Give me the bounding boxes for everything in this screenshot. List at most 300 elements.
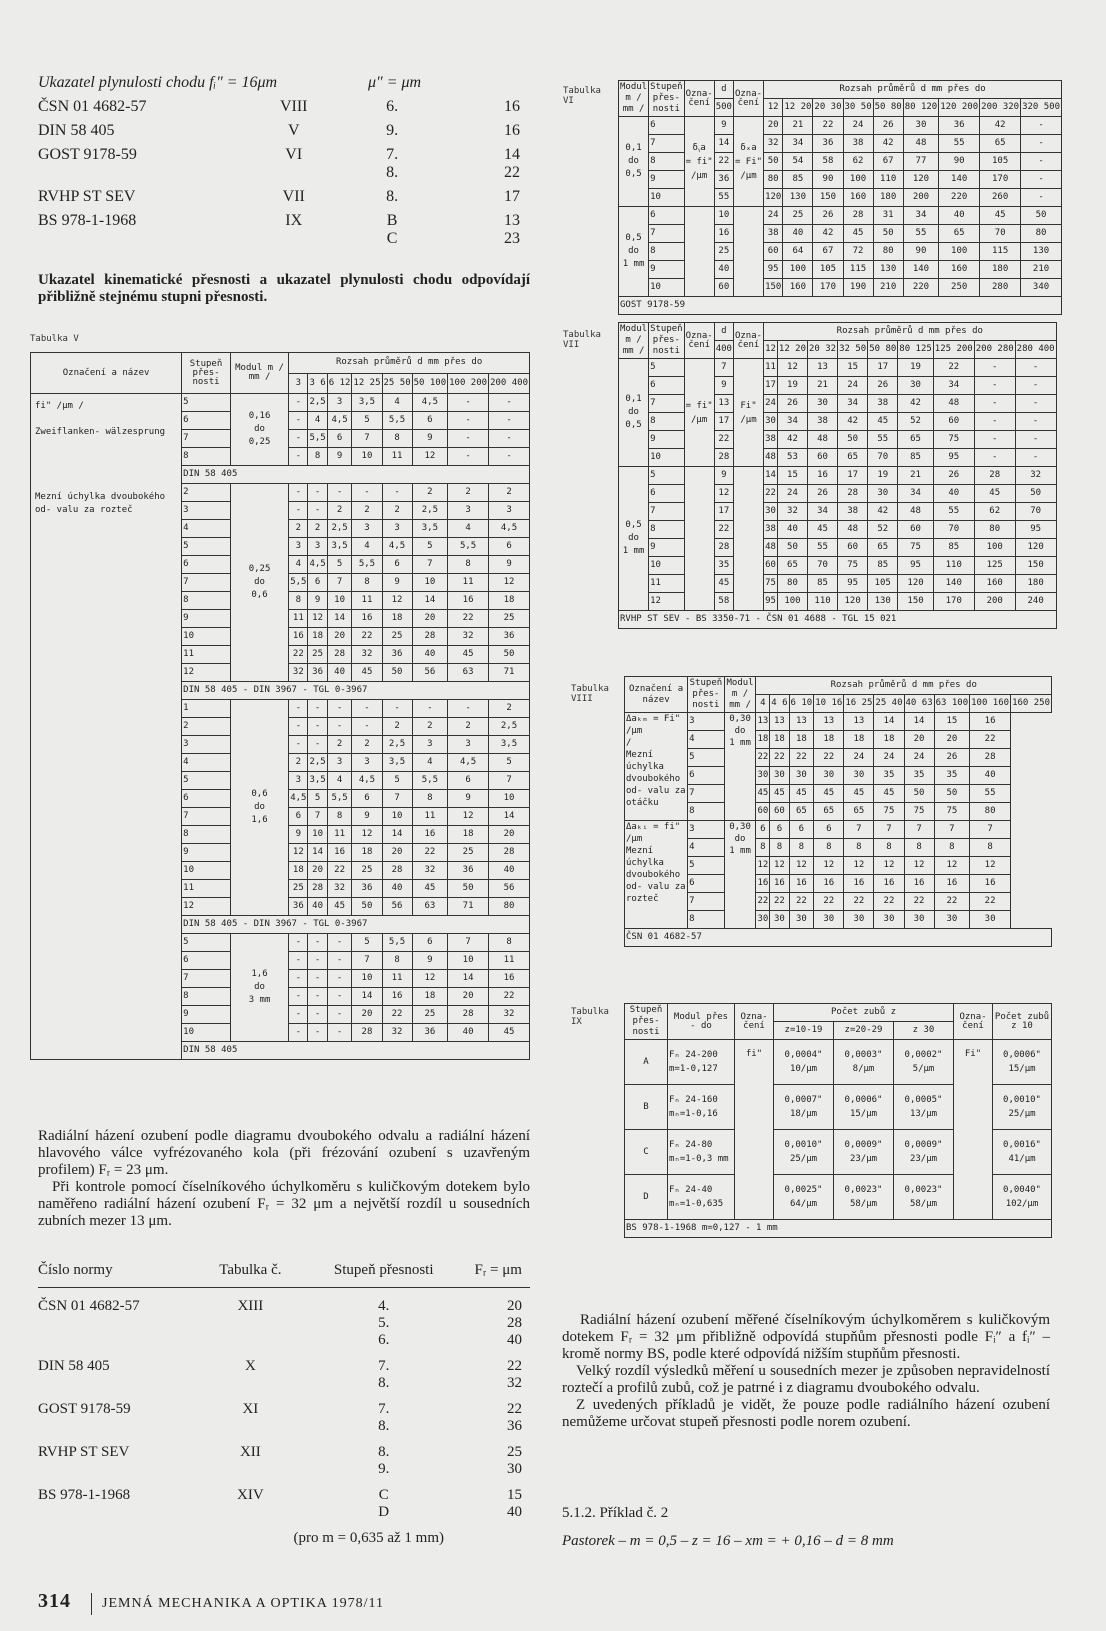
table-cell: 50	[382, 664, 412, 682]
table-cell: Počet zubů z 10	[993, 1004, 1052, 1040]
table-cell: 130	[868, 593, 898, 611]
precision-degree	[363, 212, 422, 248]
table-cell: 40	[489, 862, 530, 880]
table-cell: 100 200	[448, 373, 489, 394]
table-cell: 6	[814, 821, 844, 839]
comparison-row	[38, 1444, 530, 1478]
table-row	[625, 1040, 1052, 1085]
table-cell: 8	[688, 803, 724, 821]
table-cell: 60	[756, 803, 770, 821]
table-cell: 26	[934, 749, 970, 767]
table-cell: 6	[352, 790, 382, 808]
table-cell: 0,0016" 41/μm	[993, 1130, 1052, 1175]
table-cell: 9	[714, 117, 733, 135]
table-cell: 2	[382, 718, 412, 736]
table-cell: 25	[714, 243, 733, 261]
table-cell: -	[308, 502, 327, 520]
table-cell: 15	[777, 467, 807, 485]
table-cell: 6	[649, 207, 685, 225]
table-cell: 16	[970, 875, 1011, 893]
table-cell: 9	[649, 431, 685, 449]
table-cell: 22	[970, 731, 1011, 749]
table-cell: 71	[489, 664, 530, 682]
paragraph-line: Velký rozdíl výsledků měření u sousedních mezer je způsoben nepravidelností roztečí a profilů zubů, což je patrné i z diagramu dvoubokého odvalu.	[562, 1363, 1050, 1396]
table-cell: 10 16	[814, 695, 844, 713]
table-cell: 36	[489, 628, 530, 646]
table-cell: 2,5	[382, 736, 412, 754]
table-cell: 22	[814, 893, 844, 911]
table-cell: 26	[777, 395, 807, 413]
table-cell: 22	[789, 749, 814, 767]
table-cell: -	[308, 1006, 327, 1024]
tolerance-value	[422, 146, 530, 182]
table-cell: 12	[904, 857, 934, 875]
table-cell: = fi" /μm	[684, 359, 714, 467]
table-cell: 6	[448, 772, 489, 790]
table-cell: 160 250	[1011, 695, 1052, 713]
table-cell: 40	[783, 225, 813, 243]
table-cell: 54	[783, 153, 813, 171]
table-number: V	[287, 122, 300, 139]
table-cell: 14	[764, 467, 778, 485]
table-cell: 13	[770, 713, 789, 731]
table-cell: 120	[764, 189, 783, 207]
table-cell: 260	[980, 189, 1021, 207]
table-cell: 160	[843, 189, 873, 207]
table-cell: 60	[764, 557, 778, 575]
table-vii	[618, 322, 1057, 629]
table-cell: 24	[874, 749, 904, 767]
table-cell: 62	[974, 503, 1015, 521]
table-cell: Ozna- čení	[954, 1004, 993, 1040]
degree-value: B	[386, 212, 398, 229]
table-cell: 75	[874, 803, 904, 821]
table-cell: 30	[898, 377, 934, 395]
paragraph-radial-runout	[38, 1128, 530, 1230]
comparison-row	[38, 1401, 530, 1435]
table-cell: 95	[1015, 521, 1056, 539]
table-cell: 12	[764, 99, 783, 117]
table-cell	[684, 467, 714, 611]
table-cell: 85	[933, 539, 974, 557]
table-cell: 63	[412, 898, 448, 916]
table-cell: -	[289, 952, 308, 970]
table-cell: 5	[182, 394, 231, 412]
table-row	[625, 893, 1052, 911]
table-cell: 3	[489, 502, 530, 520]
table-cell: 32	[382, 1024, 412, 1042]
table-cell: 56	[489, 880, 530, 898]
table-cell: -	[412, 700, 448, 718]
table-cell: 52	[898, 413, 934, 431]
table-cell: 3	[289, 373, 308, 394]
table-cell: 26	[868, 377, 898, 395]
table-cell: 58	[714, 593, 733, 611]
value: 40	[506, 1332, 522, 1348]
table-cell: 3	[289, 538, 308, 556]
table-cell: 3	[308, 538, 327, 556]
table-cell: 0,0010" 25/μm	[993, 1085, 1052, 1130]
table-cell: 10	[649, 449, 685, 467]
table-cell: -	[974, 377, 1015, 395]
table-cell: 45	[843, 225, 873, 243]
table-cell: 9	[649, 539, 685, 557]
value: 22	[506, 1358, 522, 1374]
table-cell: 13	[756, 713, 770, 731]
table-cell: -	[448, 700, 489, 718]
table-cell: 60	[764, 243, 783, 261]
table-cell: 16	[756, 875, 770, 893]
table-row	[619, 467, 1057, 485]
table-cell: 22	[970, 893, 1011, 911]
table-cell: 24	[844, 749, 874, 767]
table-cell: 30	[764, 413, 778, 431]
table-cell: 50	[934, 785, 970, 803]
table-cell: 12	[756, 857, 770, 875]
table-cell: 34	[903, 207, 939, 225]
table-cell: 8	[182, 592, 231, 610]
table-cell: 28	[412, 628, 448, 646]
table-cell: 20	[764, 117, 783, 135]
table-cell: 0,0009" 23/μm	[834, 1130, 894, 1175]
table-cell	[733, 207, 763, 297]
table-cell: 2,5	[412, 502, 448, 520]
table-cell: 45	[714, 575, 733, 593]
table-cell: 105	[868, 575, 898, 593]
table-cell: Ozna- čení	[684, 323, 714, 359]
table-cell: 4,5	[412, 394, 448, 412]
table-cell: 7	[649, 395, 685, 413]
table-cell: 5	[688, 857, 724, 875]
table-cell: 75	[764, 575, 778, 593]
table-cell: 71	[448, 898, 489, 916]
table-cell: 65	[777, 557, 807, 575]
table-cell: -	[352, 718, 382, 736]
table-cell: 55	[939, 135, 980, 153]
table-cell: 8	[874, 839, 904, 857]
table-cell: 6	[756, 821, 770, 839]
value: 20	[506, 1298, 522, 1314]
table-cell: 6	[489, 538, 530, 556]
degree-value: 5.	[378, 1315, 390, 1331]
table-cell: 25	[382, 628, 412, 646]
table-cell: 21	[783, 117, 813, 135]
table-cell: -	[382, 484, 412, 502]
table-cell: 45	[789, 785, 814, 803]
table-cell: 45	[770, 785, 789, 803]
table-cell: 12	[448, 808, 489, 826]
table-cell: 55	[808, 539, 838, 557]
table-row	[625, 713, 1052, 731]
table-cell: 63	[448, 664, 489, 682]
table-v-label: Tabulka V	[30, 334, 79, 344]
table-cell: Δaₖᵢ = fi" /μm Mezní úchylka dvoubokého od- valu za rozteč	[625, 821, 688, 929]
table-cell: 150	[1015, 557, 1056, 575]
table-cell: 9	[649, 171, 685, 189]
table-cell: 90	[903, 243, 939, 261]
table-cell: 25 40	[874, 695, 904, 713]
degree-value: 4.	[378, 1298, 390, 1314]
table-cell: 13	[714, 395, 733, 413]
table-cell: 28	[489, 844, 530, 862]
table-cell: 130	[783, 189, 813, 207]
table-cell: 38	[764, 521, 778, 539]
table-cell: 10	[649, 557, 685, 575]
table-cell: 14	[904, 713, 934, 731]
table-cell: 9	[182, 610, 231, 628]
journal-name: JEMNÁ MECHANIKA A OPTIKA 1978/11	[102, 1596, 384, 1611]
table-cell: 35	[934, 767, 970, 785]
table-cell: 22	[934, 893, 970, 911]
table-cell: 65	[789, 803, 814, 821]
table-cell: 48	[898, 503, 934, 521]
table-cell: 32	[289, 664, 308, 682]
table-cell: 21	[808, 377, 838, 395]
table-cell: 16	[844, 875, 874, 893]
table-cell: 24	[843, 117, 873, 135]
table-cell: 18	[789, 731, 814, 749]
table-cell: -	[974, 359, 1015, 377]
table-cell: 6	[412, 934, 448, 952]
table-cell: 60	[933, 413, 974, 431]
table-cell: 200	[974, 593, 1015, 611]
table-cell: 16	[789, 875, 814, 893]
table-vii-label: Tabulka VII	[563, 330, 601, 350]
table-cell: 80	[489, 898, 530, 916]
table-cell: 12	[789, 857, 814, 875]
table-row	[619, 611, 1057, 629]
table-cell: 22	[448, 610, 489, 628]
table-cell: 3,5	[489, 736, 530, 754]
table-cell: -	[327, 718, 352, 736]
table-cell: 40 63	[904, 695, 934, 713]
table-row	[619, 297, 1062, 315]
summary-row	[38, 212, 530, 248]
table-row	[619, 323, 1057, 341]
value: 16	[504, 98, 520, 115]
norm-name: BS 978-1-1968	[38, 1487, 131, 1503]
summary-row	[38, 188, 530, 206]
table-cell: 40	[970, 767, 1011, 785]
table-cell: 34	[777, 413, 807, 431]
table-cell: 45	[352, 664, 382, 682]
table-cell: Fₙ 24-200 m=1-0,127	[668, 1040, 735, 1085]
table-cell: 11	[649, 575, 685, 593]
table-row	[619, 359, 1057, 377]
table-cell: 210	[873, 279, 903, 297]
table-cell: δᵧa = fi" /μm	[684, 117, 714, 207]
table-cell: 16	[770, 875, 789, 893]
table-cell: 110	[873, 171, 903, 189]
table-cell: -	[1021, 171, 1062, 189]
table-cell: 20 30	[813, 99, 843, 117]
table-cell: -	[448, 430, 489, 448]
table-cell: 9	[289, 826, 308, 844]
table-cell: 3	[382, 520, 412, 538]
table-cell: 40	[933, 485, 974, 503]
table-cell: 30	[814, 767, 844, 785]
table-cell: 6	[308, 574, 327, 592]
table-cell: 4,5	[308, 556, 327, 574]
table-cell: 16 25	[844, 695, 874, 713]
table-cell: 13	[844, 713, 874, 731]
table-row	[625, 749, 1052, 767]
table-cell: 7	[874, 821, 904, 839]
table-cell: -	[289, 970, 308, 988]
table-cell: 24	[904, 749, 934, 767]
table-cell: 20	[934, 731, 970, 749]
table-cell: 9	[714, 377, 733, 395]
table-cell: 50	[352, 898, 382, 916]
table-cell: 65	[939, 225, 980, 243]
table-cell: 150	[764, 279, 783, 297]
table-cell: 16	[412, 826, 448, 844]
table-cell: 45	[808, 521, 838, 539]
degree-value: 6.	[378, 1332, 390, 1348]
table-cell: 12	[412, 448, 448, 466]
table-cell: 50	[489, 646, 530, 664]
table-cell: 19	[777, 377, 807, 395]
table-cell: 50 100	[412, 373, 448, 394]
table-cell: BS 978-1-1968 m=0,127 - 1 mm	[625, 1220, 1052, 1238]
table-cell: 8	[649, 243, 685, 261]
table-cell: 18	[814, 731, 844, 749]
value: 17	[504, 188, 520, 205]
value: 22	[506, 1401, 522, 1417]
table-cell: 16	[448, 592, 489, 610]
norm-name: ČSN 01 4682-57	[38, 98, 147, 115]
table-number: XIII	[237, 1298, 264, 1314]
table-cell: 3 6	[308, 373, 327, 394]
table-cell: -	[974, 431, 1015, 449]
table-cell: 250	[939, 279, 980, 297]
table-cell: 4	[688, 731, 724, 749]
table-cell: -	[289, 448, 308, 466]
table-cell: 50	[873, 225, 903, 243]
degree-value: 8.	[378, 1375, 390, 1391]
table-cell: Označení a název	[31, 353, 182, 394]
table-cell: 7	[352, 430, 382, 448]
table-cell: 9	[412, 952, 448, 970]
table-cell: 8	[382, 952, 412, 970]
table-cell: 85	[808, 575, 838, 593]
table-cell: -	[489, 448, 530, 466]
table-cell: 11	[352, 592, 382, 610]
table-cell: 6	[289, 808, 308, 826]
degree-value: 8.	[378, 1444, 390, 1460]
table-cell: 52	[868, 521, 898, 539]
table-cell: 60	[808, 449, 838, 467]
table-ix	[624, 1003, 1052, 1238]
table-cell: 50	[1015, 485, 1056, 503]
table-cell: 3	[352, 754, 382, 772]
table-cell: 85	[898, 449, 934, 467]
table-number: XIV	[237, 1487, 264, 1503]
table-cell: 95	[933, 449, 974, 467]
table-cell: 2,5	[308, 394, 327, 412]
table-cell: 5,5	[412, 772, 448, 790]
table-cell: D	[625, 1175, 668, 1220]
table-cell: 30	[789, 767, 814, 785]
table-cell: Rozsah průměrů d mm přes do	[756, 677, 1052, 695]
table-cell: 8	[352, 574, 382, 592]
table-cell: 9	[489, 556, 530, 574]
table-cell: 24	[764, 207, 783, 225]
table-cell: 10	[182, 628, 231, 646]
tolerance-value	[422, 122, 530, 140]
table-cell: 20	[327, 628, 352, 646]
table-cell: 48	[933, 395, 974, 413]
table-cell: 75	[838, 557, 868, 575]
table-cell: 10	[714, 207, 733, 225]
table-cell: 7	[327, 574, 352, 592]
table-cell: z=10-19	[774, 1022, 834, 1040]
table-cell: 22	[327, 862, 352, 880]
table-cell: Rozsah průměrů d mm přes do	[764, 323, 1057, 341]
table-cell: -	[289, 934, 308, 952]
table-cell: 10	[489, 790, 530, 808]
table-cell: 200 320	[980, 99, 1021, 117]
table-cell: 63 100	[934, 695, 970, 713]
table-cell: 100	[777, 593, 807, 611]
table-cell: 16	[489, 970, 530, 988]
table-cell: 25	[783, 207, 813, 225]
comparison-table	[38, 1262, 530, 1547]
table-cell: 18	[874, 731, 904, 749]
table-cell: 0,1 do 0,5	[619, 359, 649, 467]
example-heading: 5.1.2. Příklad č. 2	[562, 1505, 669, 1521]
table-cell: Modul m / mm /	[619, 323, 649, 359]
table-cell: 8	[649, 153, 685, 171]
table-cell: 36	[939, 117, 980, 135]
table-row	[625, 857, 1052, 875]
table-cell: 36	[382, 646, 412, 664]
table-cell: 170	[933, 593, 974, 611]
table-cell: 9	[308, 592, 327, 610]
table-cell: 50	[777, 539, 807, 557]
table-cell: -	[327, 1006, 352, 1024]
table-cell: Stupeň přes- nosti	[688, 677, 724, 713]
comparison-row	[38, 1358, 530, 1392]
table-cell: 28	[843, 207, 873, 225]
table-cell: 3	[352, 520, 382, 538]
table-cell: 4,5	[327, 412, 352, 430]
table-cell	[684, 207, 714, 297]
table-cell: 0,16 do 0,25	[230, 394, 288, 466]
table-cell: 42	[813, 225, 843, 243]
table-cell: 22	[770, 893, 789, 911]
table-cell: 45	[412, 880, 448, 898]
table-cell: 0,0005" 13/μm	[894, 1085, 954, 1130]
table-cell: 70	[808, 557, 838, 575]
table-ix-label: Tabulka IX	[571, 1007, 609, 1027]
table-cell: 36	[289, 898, 308, 916]
table-cell: 100	[843, 171, 873, 189]
table-cell: -	[289, 394, 308, 412]
table-cell: 8	[308, 448, 327, 466]
table-cell: 3,5	[352, 394, 382, 412]
table-row	[625, 821, 1052, 839]
table-cell: 3,5	[308, 772, 327, 790]
table-cell: DIN 58 405 - DIN 3967 - TGL 0-3967	[182, 916, 530, 934]
table-cell: 2	[412, 718, 448, 736]
table-cell: 5	[182, 934, 231, 952]
table-cell: 36	[448, 862, 489, 880]
runout-value	[453, 1401, 530, 1435]
table-cell: 30	[868, 485, 898, 503]
norm-name: GOST 9178-59	[38, 1401, 131, 1417]
table-cell: 2	[412, 484, 448, 502]
